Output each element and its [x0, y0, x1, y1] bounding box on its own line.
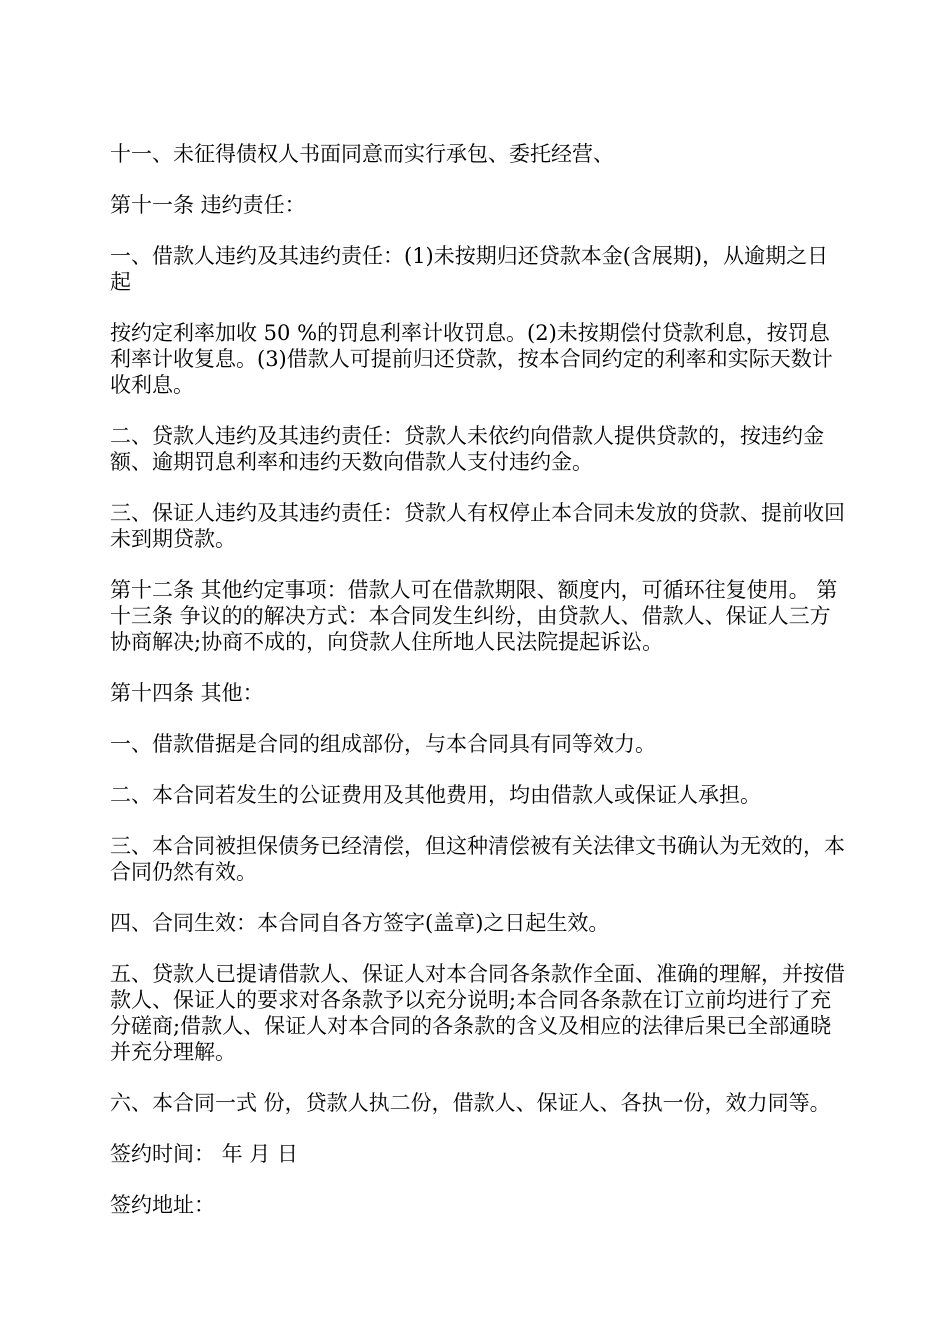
clause-11-item-11: 十一、未征得债权人书面同意而实行承包、委托经营、	[110, 142, 614, 166]
article-11-heading: 第十一条 违约责任：	[110, 193, 306, 217]
other-item-3: 三、本合同被担保债务已经清偿，但这种清偿被有关法律文书确认为无效的，本合同仍然有效。	[110, 834, 845, 884]
borrower-breach-paragraph: 一、借款人违约及其违约责任：(1)未按期归还贷款本金(含展期)，从逾期之日起	[110, 244, 829, 294]
document-body	[110, 141, 845, 1243]
guarantor-breach-paragraph: 三、保证人违约及其违约责任：贷款人有权停止本合同未发放的贷款、提前收回未到期贷款。	[110, 501, 845, 551]
penalty-interest-paragraph: 按约定利率加收 50 %的罚息利率计收罚息。(2)未按期偿付贷款利息，按罚息利率计收复息。(3)借款人可提前归还贷款，按本合同约定的利率和实际天数计收利息。	[110, 321, 833, 397]
other-item-5: 五、贷款人已提请借款人、保证人对本合同各条款作全面、准确的理解，并按借款人、保证人的要求对各条款予以充分说明;本合同各条款在订立前均进行了充分磋商;借款人、保证人对本合同的各条款的含义及相应的法律后果已全部通晓并充分理解。	[110, 962, 845, 1064]
lender-breach-paragraph: 二、贷款人违约及其违约责任：贷款人未依约向借款人提供贷款的，按违约金额、逾期罚息利率和违约天数向借款人支付违约金。	[110, 424, 824, 474]
other-item-2: 二、本合同若发生的公证费用及其他费用，均由借款人或保证人承担。	[110, 783, 761, 807]
other-item-1: 一、借款借据是合同的组成部份，与本合同具有同等效力。	[110, 732, 656, 756]
other-item-4: 四、合同生效：本合同自各方签字(盖章)之日起生效。	[110, 911, 610, 935]
other-item-6: 六、本合同一式 份，贷款人执二份，借款人、保证人、各执一份，效力同等。	[110, 1091, 831, 1115]
signing-date-line: 签约时间： 年 月 日	[110, 1142, 299, 1166]
article-14-heading: 第十四条 其他：	[110, 681, 264, 705]
article-12-13-paragraph: 第十二条 其他约定事项：借款人可在借款期限、额度内，可循环往复使用。 第十三条 争议的的解决方式：本合同发生纠纷，由贷款人、借款人、保证人三方协商解决;协商不成的，向贷款人住所地人民法院提起诉讼。	[110, 578, 838, 654]
signing-place-line: 签约地址：	[110, 1193, 215, 1217]
